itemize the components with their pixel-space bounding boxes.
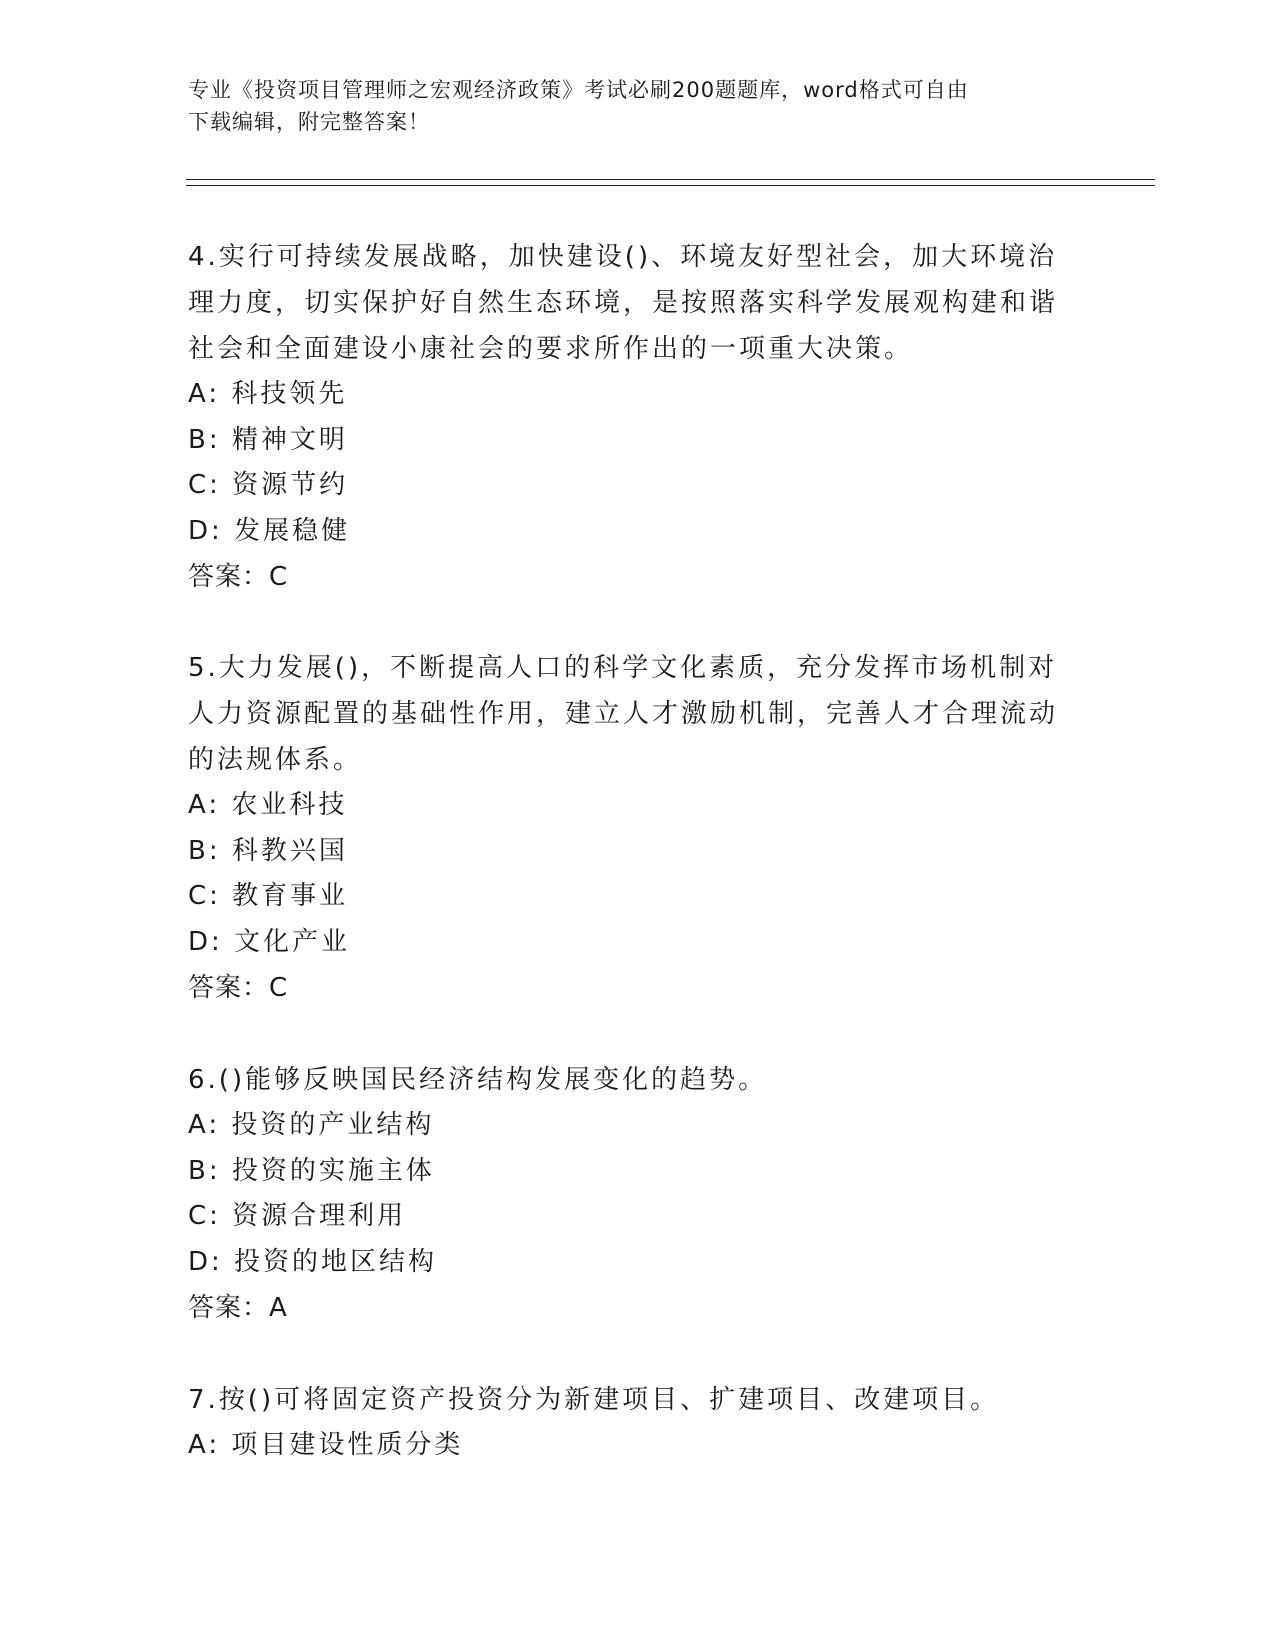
option-a: A: 项目建设性质分类 [188, 1430, 464, 1460]
document-header [188, 74, 1068, 138]
option-a: A: 科技领先 [188, 379, 348, 409]
answer-value: A [269, 1293, 288, 1323]
answer-label: 答案： [188, 1293, 270, 1323]
answer-line [188, 1285, 1068, 1331]
option-b: B: 精神文明 [188, 424, 348, 455]
option-a: A: 投资的产业结构 [188, 1110, 435, 1140]
option-a: A: 农业科技 [188, 790, 348, 820]
option-d: D: 文化产业 [188, 926, 351, 957]
question-block [188, 645, 1068, 1011]
option-b: B: 投资的实施主体 [188, 1155, 435, 1186]
option-d: D: 投资的地区结构 [188, 1246, 438, 1277]
option-c: C: 资源节约 [188, 470, 349, 500]
question-stem-line: 社会和全面建设小康社会的要求所作出的一项重大决策。 [188, 334, 914, 364]
header-line-1: 专业《投资项目管理师之宏观经济政策》考试必刷200题题库，word格式可自由 [188, 78, 969, 102]
question-stem-line: 6.()能够反映国民经济结构发展变化的趋势。 [188, 1065, 768, 1095]
header-divider-bottom [186, 185, 1155, 186]
question-block [188, 234, 1068, 600]
answer-line [188, 554, 1068, 600]
answer-label: 答案： [188, 973, 270, 1003]
option-b: B: 科教兴国 [188, 835, 348, 866]
answer-label: 答案： [188, 562, 270, 592]
header-divider-top [186, 179, 1155, 180]
question-stem-line: 理力度，切实保护好自然生态环境，是按照落实科学发展观构建和谐 [188, 288, 1059, 318]
answer-value: C [269, 973, 289, 1003]
question-stem-line: 人力资源配置的基础性作用，建立人才激励机制，完善人才合理流动 [188, 699, 1059, 729]
option-d: D: 发展稳健 [188, 515, 351, 546]
header-line-2: 下载编辑，附完整答案！ [188, 110, 430, 134]
question-stem-line: 5.大力发展()，不断提高人口的科学文化素质，充分发挥市场机制对 [188, 653, 1058, 683]
question-block [188, 1057, 1068, 1331]
question-block [188, 1377, 1068, 1469]
answer-value: C [269, 562, 289, 592]
question-stem-line: 的法规体系。 [188, 745, 363, 775]
option-c: C: 资源合理利用 [188, 1201, 407, 1231]
question-stem-line: 4.实行可持续发展战略，加快建设()、环境友好型社会，加大环境治 [188, 242, 1058, 272]
question-stem-line: 7.按()可将固定资产投资分为新建项目、扩建项目、改建项目。 [188, 1385, 1000, 1415]
answer-line [188, 965, 1068, 1011]
option-c: C: 教育事业 [188, 881, 349, 911]
